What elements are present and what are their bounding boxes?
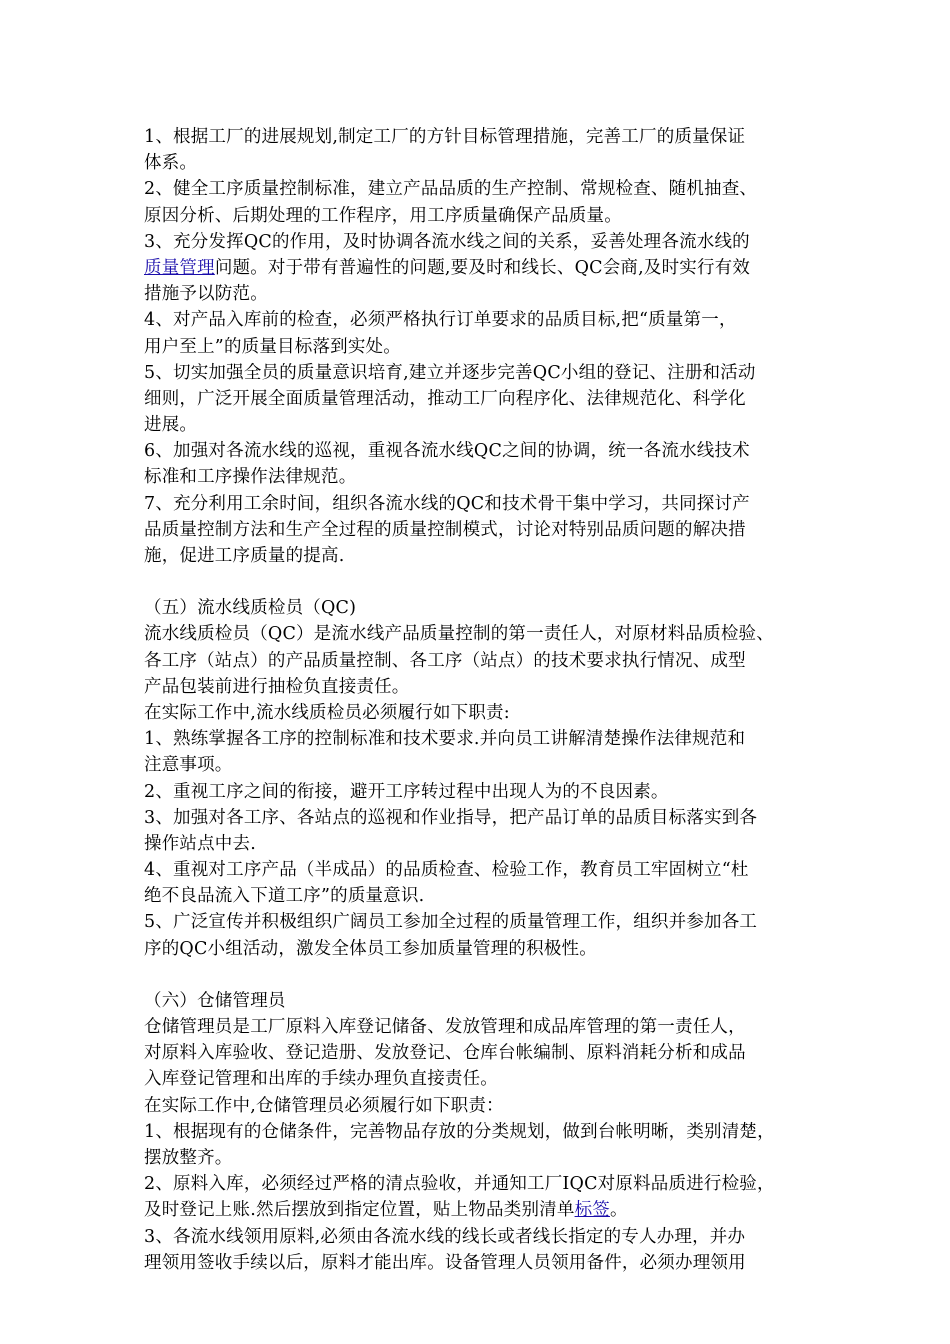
wh-duty-3-line-1: 3、各流水线领用原料,必须由各流水线的线长或者线长指定的专人办理，并办 [144, 1226, 746, 1247]
wh-intro-line-2: 对原料入库验收、登记造册、发放登记、仓库台帐编制、原料消耗分析和成品 [144, 1043, 746, 1064]
qc-heading: （五）流水线质检员（QC) [144, 598, 357, 619]
qc-duty-lead: 在实际工作中,流水线质检员必须履行如下职责: [144, 702, 510, 723]
qm-item-6-line-2: 标准和工序操作法律规范。 [144, 467, 357, 488]
qm-item-5-line-3: 进展。 [144, 415, 198, 436]
qc-duty-4-line-1: 4、重视对工序产品（半成品）的品质检查、检验工作，教育员工牢固树立“杜 [144, 860, 749, 881]
qm-item-3-line-3: 措施予以防范。 [144, 284, 268, 305]
qm-item-7-line-2: 品质量控制方法和生产全过程的质量控制模式，讨论对特别品质问题的解决措 [144, 519, 746, 540]
qc-duty-3-line-1: 3、加强对各工序、各站点的巡视和作业指导，把产品订单的品质目标落实到各 [144, 807, 758, 828]
qm-item-3-line-2 [144, 255, 824, 281]
qm-item-3-line-1: 3、充分发挥QC的作用，及时协调各流水线之间的关系，妥善处理各流水线的 [144, 231, 750, 252]
quality-management-link[interactable]: 质量管理 [144, 257, 215, 278]
qc-intro-line-3: 产品包装前进行抽检负直接责任。 [144, 676, 410, 697]
wh-duty-lead: 在实际工作中,仓储管理员必须履行如下职责： [144, 1095, 504, 1116]
qc-duty-1-line-2: 注意事项。 [144, 755, 233, 776]
qc-duty-1-line-1: 1、熟练掌握各工序的控制标准和技术要求.并向员工讲解清楚操作法律规范和 [144, 729, 746, 750]
qc-duty-5-line-2: 序的QC小组活动，激发全体员工参加质量管理的积极性。 [144, 938, 597, 959]
qm-item-5-line-2: 细则，广泛开展全面质量管理活动，推动工厂向程序化、法律规范化、科学化 [144, 388, 746, 409]
qm-item-7-line-1: 7、充分利用工余时间，组织各流水线的QC和技术骨干集中学习，共同探讨产 [144, 493, 750, 514]
wh-duty-2-line-1: 2、原料入库，必须经过严格的清点验收，并通知工厂IQC对原料品质进行检验， [144, 1174, 775, 1195]
wh-duty-1-line-2: 摆放整齐。 [144, 1147, 233, 1168]
qc-intro-line-1: 流水线质检员（QC）是流水线产品质量控制的第一责任人，对原材料品质检验、 [144, 624, 774, 645]
qc-section [144, 595, 824, 962]
wh-duty-2-line-2-text: 及时登记上账.然后摆放到指定位置，贴上物品类别清单 [144, 1200, 575, 1221]
wh-duty-1-line-1: 1、根据现有的仓储条件，完善物品存放的分类规划，做到台帐明晰，类别清楚， [144, 1121, 775, 1142]
wh-duty-2-line-2-end: 。 [609, 1200, 628, 1221]
wh-duty-2-line-2 [144, 1197, 824, 1223]
wh-duty-3-line-2: 理领用签收手续以后，原料才能出库。设备管理人员领用备件，必须办理领用 [144, 1252, 746, 1273]
document-page [144, 124, 824, 1276]
qm-item-5-line-1: 5、切实加强全员的质量意识培育,建立并逐步完善QC小组的登记、注册和活动 [144, 362, 756, 383]
qc-intro-line-2: 各工序（站点）的产品质量控制、各工序（站点）的技术要求执行情况、成型 [144, 650, 746, 671]
section-gap [144, 962, 824, 988]
wh-intro-line-3: 入库登记管理和出库的手续办理负直接责任。 [144, 1069, 498, 1090]
qc-duty-3-line-2: 操作站点中去. [144, 833, 256, 854]
qm-item-2-line-2: 原因分析、后期处理的工作程序，用工序质量确保产品质量。 [144, 205, 622, 226]
wh-intro-line-1: 仓储管理员是工厂原料入库登记储备、发放管理和成品库管理的第一责任人， [144, 1017, 746, 1037]
qm-item-4-line-1: 4、对产品入库前的检查，必须严格执行订单要求的品质目标,把“质量第一， [144, 310, 737, 331]
qc-duty-2-line-1: 2、重视工序之间的衔接，避开工序转过程中出现人为的不良因素。 [144, 781, 669, 802]
qm-item-6-line-1: 6、加强对各流水线的巡视，重视各流水线QC之间的协调，统一各流水线技术 [144, 441, 750, 462]
qm-item-7-line-3: 施，促进工序质量的提高. [144, 546, 345, 566]
section-gap [144, 569, 824, 595]
label-link[interactable]: 标签 [574, 1200, 610, 1221]
qm-duties [144, 124, 824, 569]
qc-duty-4-line-2: 绝不良品流入下道工序”的质量意识. [144, 886, 425, 907]
qm-item-4-line-2: 用户至上”的质量目标落到实处。 [144, 336, 401, 357]
qm-item-3-line-2-text: 问题。对于带有普遍性的问题,要及时和线长、QC会商,及时实行有效 [214, 257, 751, 278]
qm-item-2-line-1: 2、健全工序质量控制标准，建立产品品质的生产控制、常规检查、随机抽查、 [144, 179, 758, 200]
wh-section [144, 988, 824, 1276]
qm-item-1-line-2: 体系。 [144, 153, 198, 174]
qc-duty-5-line-1: 5、广泛宣传并积极组织广阔员工参加全过程的质量管理工作，组织并参加各工 [144, 912, 758, 933]
qm-item-1-line-1: 1、根据工厂的进展规划,制定工厂的方针目标管理措施，完善工厂的质量保证 [144, 127, 746, 147]
wh-heading: （六）仓储管理员 [144, 990, 286, 1011]
